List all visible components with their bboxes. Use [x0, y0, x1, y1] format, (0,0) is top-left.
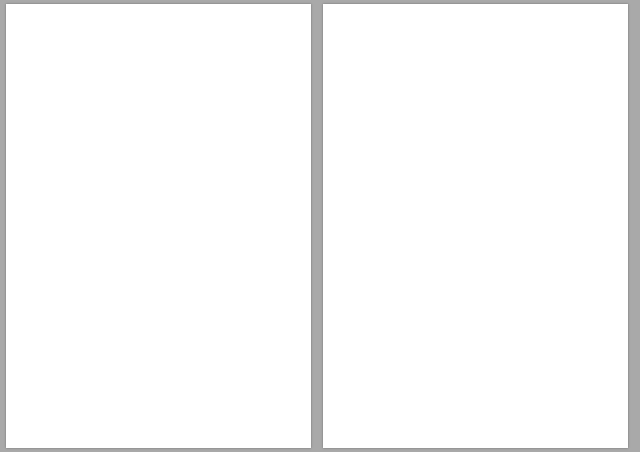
left-document-page [6, 4, 311, 448]
right-document-page [323, 4, 628, 448]
